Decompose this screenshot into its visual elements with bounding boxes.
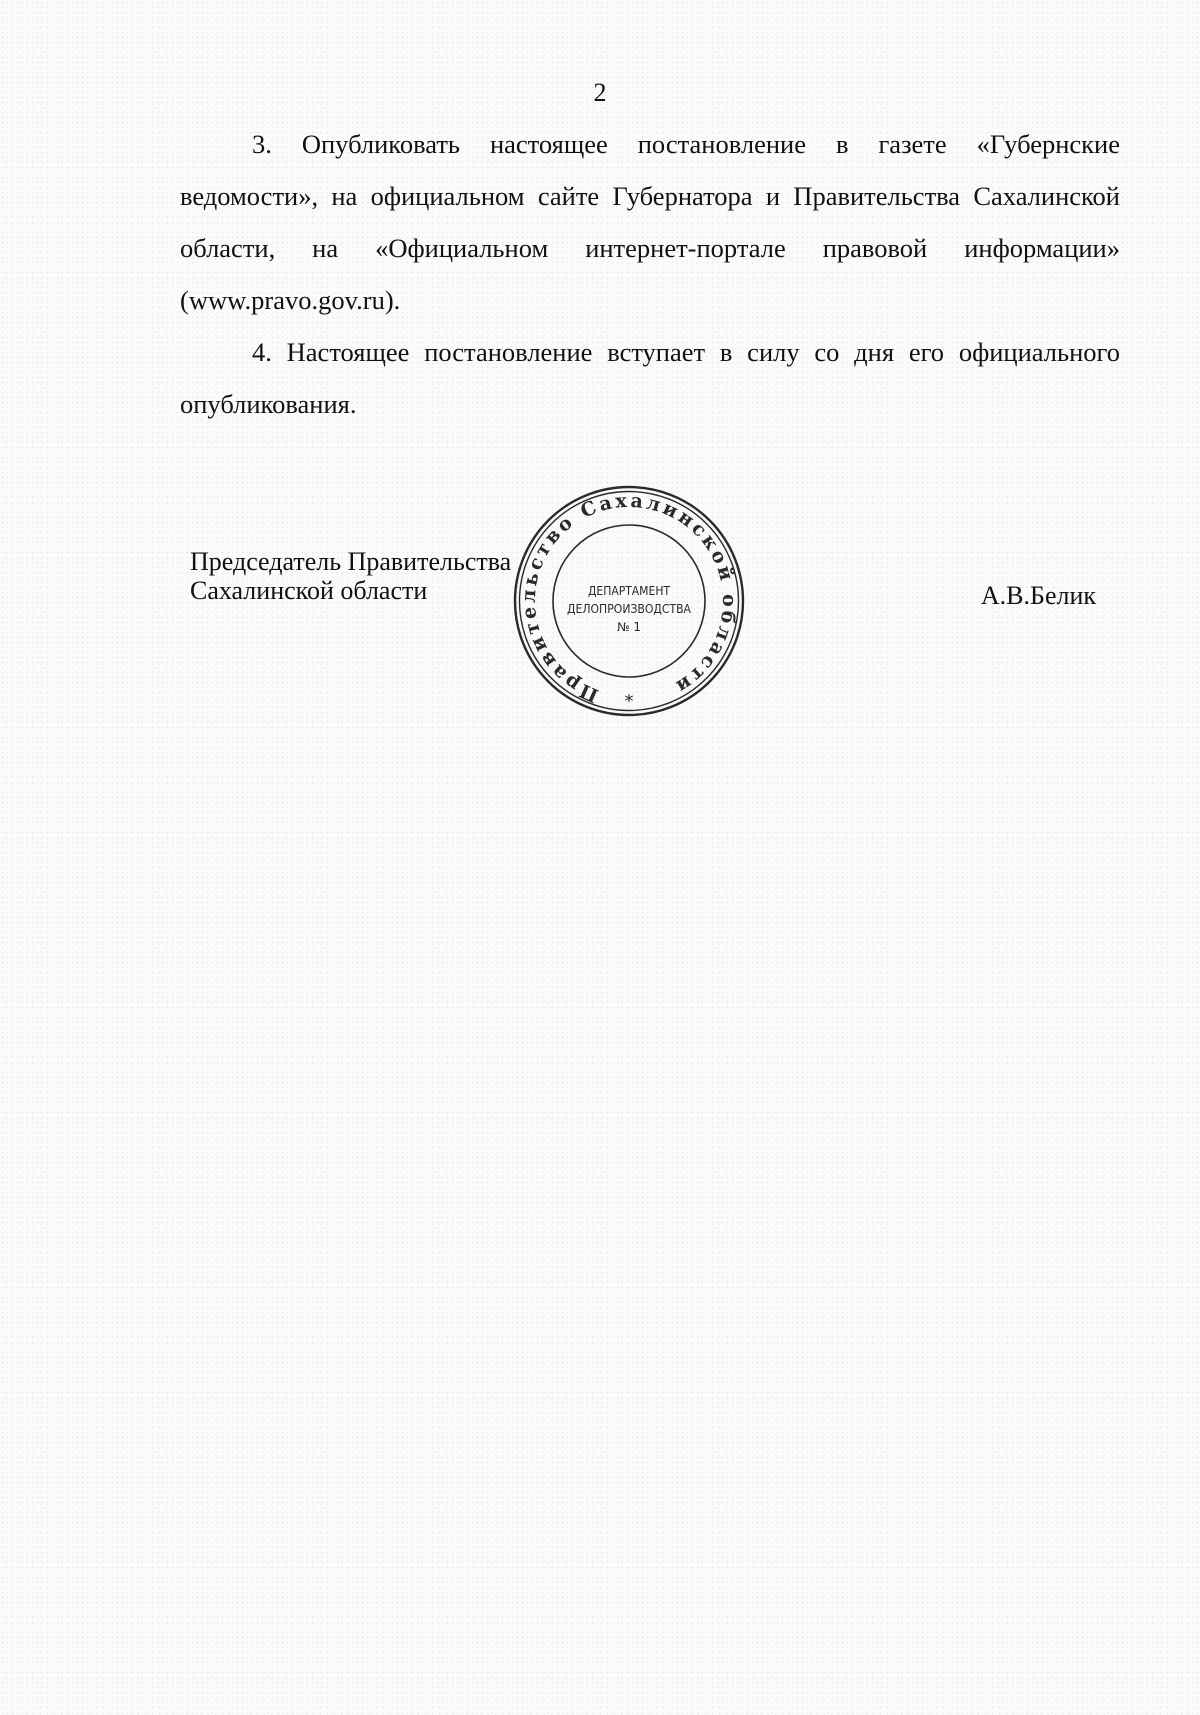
seal-outer-ring (515, 487, 743, 715)
body-text (180, 118, 1120, 430)
seal-center-line-3: № 1 (617, 620, 641, 634)
page-number: 2 (593, 78, 607, 107)
signatory-position-line-2: Сахалинской области (190, 576, 428, 605)
signatory-name: А.В.Белик (980, 581, 1096, 610)
seal-center-line-1: ДЕПАРТАМЕНТ (587, 584, 671, 598)
signatory-position (190, 547, 511, 605)
seal-center-line-2: ДЕЛОПРОИЗВОДСТВА (567, 602, 692, 616)
signatory-position-line-1: Председатель Правительства (190, 547, 512, 576)
paragraph-4: 4. Настоящее постановление вступает в силу со дня его официального опубликования. (180, 337, 1120, 419)
paragraph-3: 3. Опубликовать настоящее постановление в газете «Губернские ведомости», на официальном сайте Губернатора и Правительства Сахалинской области, на «Официальном интернет-портале правовой информации» (www.pravo.gov.ru). (180, 129, 1120, 315)
seal-inner-ring (553, 525, 705, 677)
seal-outer-text: Правительство Сахалинской области (517, 489, 741, 707)
official-seal (513, 485, 745, 717)
seal-star: * (624, 691, 634, 712)
